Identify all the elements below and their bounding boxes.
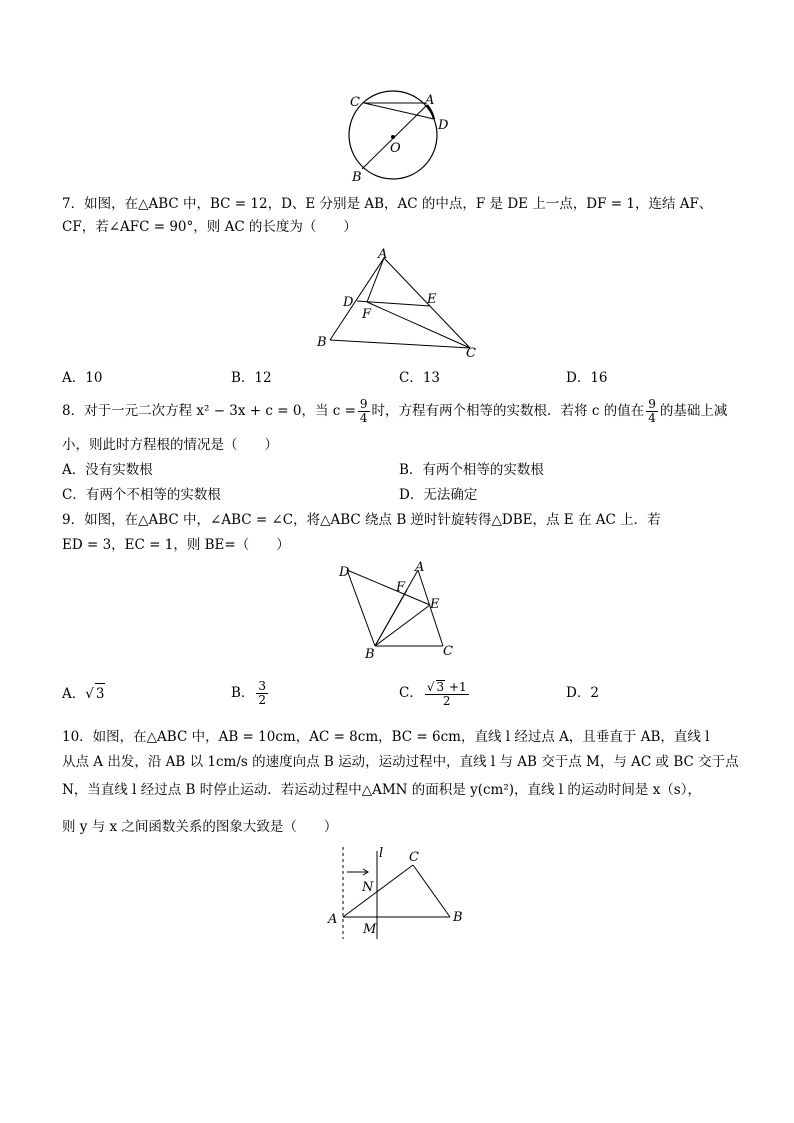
q8-fraction-1	[358, 398, 370, 425]
q9-option-b-num: 3	[258, 679, 267, 693]
label-b: B	[352, 170, 362, 185]
q9-option-c-fraction	[425, 680, 469, 708]
q9-option-c-plus-one: +1	[445, 679, 467, 694]
q9-option-b-den: 2	[258, 693, 267, 707]
q8-option-a[interactable]: A．没有实数根	[62, 462, 153, 478]
segment-bf	[375, 590, 407, 646]
q7-option-c[interactable]: C．13	[399, 370, 441, 386]
segment-db	[347, 570, 375, 646]
label-c: C	[350, 95, 360, 110]
q8-text-part2: 时，方程有两个相等的实数根．若将 c 的值在	[371, 403, 645, 419]
radical-sign: √	[426, 679, 435, 694]
q9-option-b-prefix: B．	[231, 685, 255, 701]
label-c: C	[466, 346, 476, 361]
segment-be	[375, 605, 430, 646]
q9-option-c-radicand: 3	[436, 679, 445, 694]
chord-cd	[364, 103, 434, 119]
q7-stem-line1: 7．如图，在△ABC 中，BC = 12，D、E 分别是 AB，AC 的中点，F 是 DE 上一点，DF = 1，连结 AF、	[62, 196, 713, 212]
q9-option-a-prefix: A．	[62, 686, 86, 702]
q8-fraction-2	[646, 398, 658, 425]
label-f: F	[396, 580, 406, 595]
label-a: A	[425, 93, 435, 108]
center-o-dot	[391, 135, 395, 139]
segment-de	[357, 301, 430, 306]
q9-option-d[interactable]: D．2	[566, 685, 599, 701]
q10-stem-line2: 从点 A 出发，沿 AB 以 1cm/s 的速度向点 B 运动，运动过程中，直线 l 与 AB 交于点 M，与 AC 或 BC 交于点	[62, 754, 739, 770]
label-e: E	[427, 292, 437, 307]
q8-frac2-num: 9	[648, 397, 656, 411]
q9-option-a-radicand: 3	[95, 683, 106, 704]
label-d: D	[438, 118, 449, 133]
q10-stem-line3: N，当直线 l 经过点 B 时停止运动．若运动过程中△AMN 的面积是 y(cm²)，直线 l 的运动时间是 x（s），	[62, 782, 701, 798]
q8-text-part1: 8．对于一元二次方程 x² − 3x + c = 0，当 c =	[62, 403, 356, 419]
label-c: C	[443, 644, 453, 659]
q10-stem-line1: 10．如图，在△ABC 中，AB = 10cm，AC = 8cm，BC = 6cm，直线 l 经过点 A，且垂直于 AB，直线 l	[62, 729, 710, 745]
label-b: B	[453, 910, 463, 925]
q8-option-b[interactable]: B．有两个相等的实数根	[399, 462, 544, 478]
q8-stem-line1	[62, 398, 727, 425]
label-m: M	[363, 922, 377, 937]
q8-option-d[interactable]: D．无法确定	[399, 487, 478, 503]
radical-sign: √	[85, 686, 94, 702]
label-n: N	[362, 880, 374, 895]
q9-option-c-den: 2	[442, 693, 451, 708]
label-b: B	[317, 335, 327, 350]
q7-option-a[interactable]: A．10	[62, 370, 103, 386]
q7-triangle-figure	[312, 248, 487, 363]
segment-fc	[367, 302, 470, 348]
q9-option-a[interactable]	[62, 683, 105, 704]
q8-frac2-den: 4	[648, 411, 656, 425]
label-f: F	[362, 307, 372, 322]
segment-de	[347, 570, 430, 605]
q9-stem-line1: 9．如图，在△ABC 中，∠ABC = ∠C，将△ABC 绕点 B 逆时针旋转得△DBE，点 E 在 AC 上．若	[62, 512, 661, 528]
label-a: A	[415, 560, 425, 575]
side-ac	[343, 865, 413, 917]
q6-circle-figure	[338, 85, 458, 185]
label-d: D	[343, 295, 354, 310]
q9-option-c-num	[425, 680, 469, 695]
q8-frac1-den: 4	[359, 411, 368, 425]
label-d: D	[339, 565, 350, 580]
label-l: l	[379, 846, 384, 861]
label-o: O	[390, 141, 401, 156]
q8-option-c[interactable]: C．有两个不相等的实数根	[62, 487, 221, 503]
q7-option-d[interactable]: D．16	[566, 370, 608, 386]
q9-stem-line2: ED = 3，EC = 1，则 BE=（ ）	[62, 537, 290, 553]
q8-stem-line2: 小，则此时方程根的情况是（ ）	[62, 437, 278, 453]
q7-option-b[interactable]: B．12	[231, 370, 272, 386]
q8-text-part3: 的基础上减	[659, 403, 728, 419]
q8-frac1-num: 9	[359, 397, 368, 411]
label-e: E	[430, 597, 440, 612]
q9-option-c[interactable]	[399, 675, 471, 711]
q9-rotation-figure	[335, 558, 465, 663]
side-cb	[413, 865, 450, 917]
q7-stem-line2: CF，若∠AFC = 90°，则 AC 的长度为（ ）	[62, 219, 357, 235]
label-b: B	[365, 647, 375, 662]
q9-option-c-prefix: C．	[399, 685, 423, 701]
label-c: C	[409, 850, 419, 865]
q10-stem-line4: 则 y 与 x 之间函数关系的图象大致是（ ）	[62, 819, 338, 835]
q10-moving-line-figure	[325, 843, 475, 943]
side-bc	[330, 340, 470, 348]
label-a: A	[378, 248, 388, 262]
q9-option-b[interactable]	[231, 675, 270, 711]
label-a: A	[328, 912, 338, 927]
side-ab	[330, 258, 384, 340]
q9-option-b-fraction	[256, 680, 268, 707]
